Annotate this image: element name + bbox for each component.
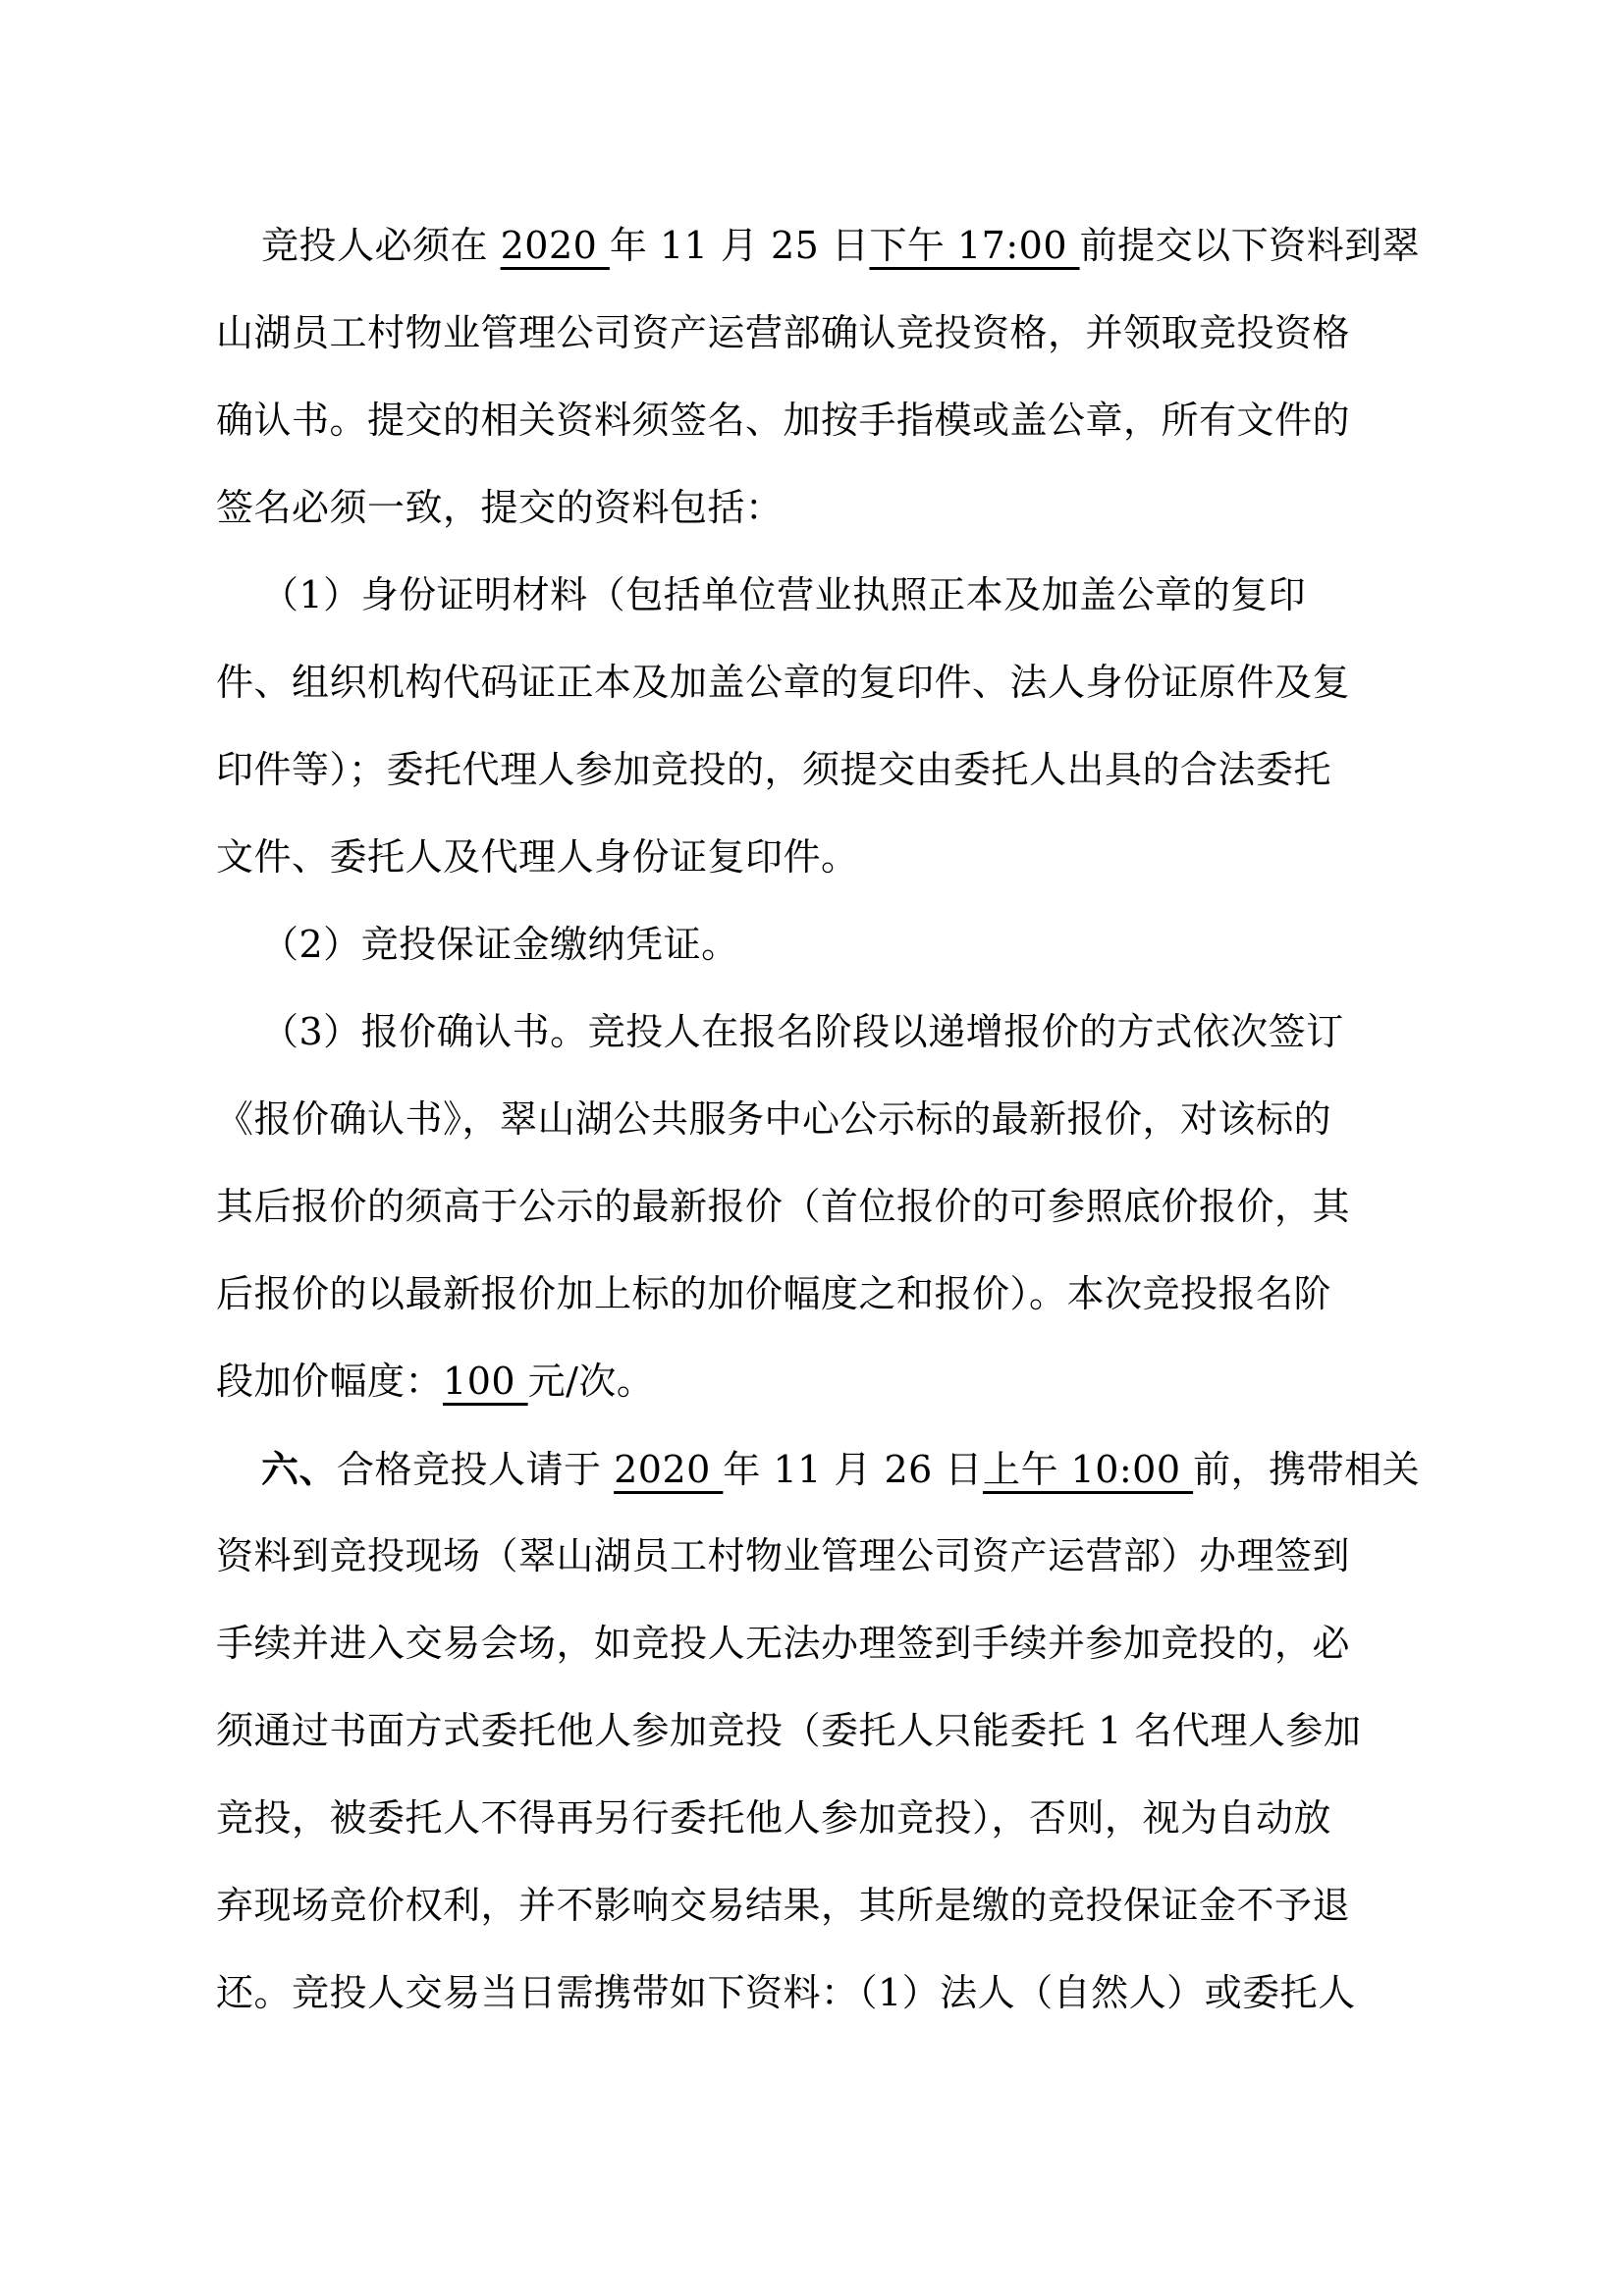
underlined-text: 下午 17:00: [869, 224, 1080, 267]
document-body: [216, 202, 1421, 2037]
underlined-text: 2020: [614, 1448, 724, 1491]
text-segment: 其后报价的须高于公示的最新报价（首位报价的可参照底价报价，其: [216, 1185, 1351, 1228]
text-segment: 年 11 月 25 日: [609, 224, 870, 267]
text-segment: 段加价幅度：: [216, 1360, 444, 1403]
text-line: [216, 552, 1307, 639]
text-segment: 前提交以下资料到翠: [1079, 224, 1421, 267]
underlined-text: 100: [443, 1360, 528, 1403]
text-line: [216, 1425, 1421, 1513]
bold-text: 六、: [261, 1447, 338, 1491]
text-line: [216, 639, 1351, 726]
text-segment: 《报价确认书》，翠山湖公共服务中心公示标的最新报价，对该标的: [216, 1097, 1332, 1141]
text-line: [216, 1862, 1351, 1949]
text-segment: （1）身份证明材料（包括单位营业执照正本及加盖公章的复印: [261, 573, 1307, 616]
text-line: [216, 1163, 1351, 1251]
text-segment: 年 11 月 26 日: [723, 1448, 983, 1491]
text-segment: 签名必须一致，提交的资料包括：: [216, 486, 784, 529]
text-segment: 竞投，被委托人不得再另行委托他人参加竞投），否则，视为自动放: [216, 1796, 1332, 1840]
text-segment: 合格竞投人请于: [337, 1448, 615, 1491]
text-line: [216, 1775, 1332, 1862]
text-line: [216, 901, 1276, 988]
text-line: [216, 1338, 1276, 1425]
text-segment: （2）竞投保证金缴纳凭证。: [261, 923, 739, 966]
text-line: [216, 464, 1276, 552]
text-line: [216, 1949, 1356, 2037]
text-segment: 还。竞投人交易当日需携带如下资料：（1）法人（自然人）或委托人: [216, 1971, 1356, 2014]
underlined-text: 2020: [500, 224, 610, 267]
text-segment: （3）报价确认书。竞投人在报名阶段以递增报价的方式依次签订: [261, 1010, 1344, 1053]
text-line: [216, 1513, 1351, 1600]
text-line: [216, 1251, 1332, 1338]
text-segment: 后报价的以最新报价加上标的加价幅度之和报价）。本次竞投报名阶: [216, 1272, 1332, 1315]
text-line: [216, 377, 1351, 464]
text-line: [216, 290, 1351, 377]
text-line: [216, 988, 1344, 1076]
text-line: [216, 1076, 1332, 1163]
underlined-text: 上午 10:00: [982, 1448, 1194, 1491]
text-segment: 资料到竞投现场（翠山湖员工村物业管理公司资产运营部）办理签到: [216, 1534, 1351, 1577]
text-segment: 须通过书面方式委托他人参加竞投（委托人只能委托 1 名代理人参加: [216, 1709, 1362, 1752]
text-segment: 弃现场竞价权利，并不影响交易结果，其所是缴的竞投保证金不予退: [216, 1884, 1351, 1927]
text-line: [216, 726, 1332, 814]
text-segment: 印件等）；委托代理人参加竞投的，须提交由委托人出具的合法委托: [216, 748, 1332, 791]
text-segment: 手续并进入交易会场，如竞投人无法办理签到手续并参加竞投的，必: [216, 1622, 1351, 1665]
text-line: [216, 1600, 1351, 1687]
text-segment: 山湖员工村物业管理公司资产运营部确认竞投资格，并领取竞投资格: [216, 311, 1351, 354]
text-segment: 件、组织机构代码证正本及加盖公章的复印件、法人身份证原件及复: [216, 661, 1351, 704]
text-segment: 前，携带相关: [1193, 1448, 1421, 1491]
text-segment: 竞投人必须在: [261, 224, 501, 267]
text-line: [216, 814, 1276, 901]
text-segment: 确认书。提交的相关资料须签名、加按手指模或盖公章，所有文件的: [216, 399, 1351, 442]
text-line: [216, 1687, 1362, 1775]
text-segment: 元/次。: [527, 1360, 655, 1403]
text-line: [216, 202, 1421, 290]
text-segment: 文件、委托人及代理人身份证复印件。: [216, 835, 859, 879]
